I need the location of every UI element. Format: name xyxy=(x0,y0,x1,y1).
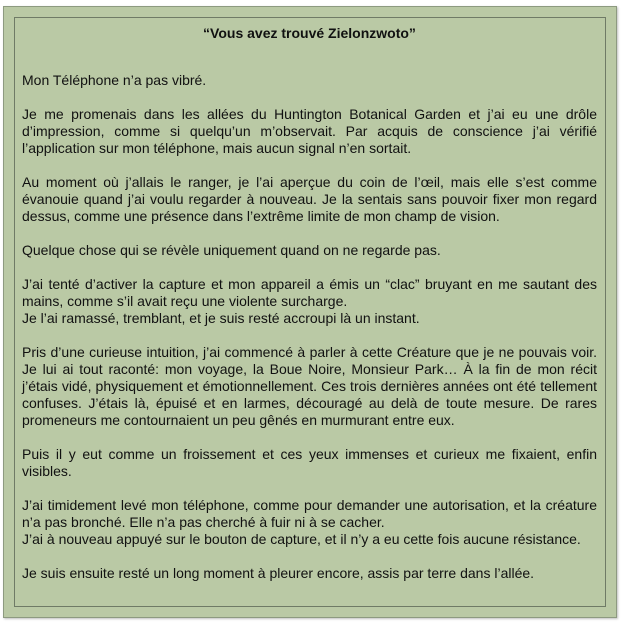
story-paragraph xyxy=(22,276,597,327)
story-paragraph xyxy=(22,72,597,89)
story-paragraph-line: Je l’ai ramassé, tremblant, et je suis resté accroupi là un instant. xyxy=(22,310,420,326)
story-paragraph xyxy=(22,344,597,429)
story-paragraph-line: Puis il y eut comme un froissement et ces yeux immenses et curieux me fixaient, enfin visibles. xyxy=(22,446,597,479)
story-paragraph xyxy=(22,565,597,582)
story-paragraph-line: J’ai à nouveau appuyé sur le bouton de capture, et il n’y a eu cette fois aucune résistance. xyxy=(22,531,581,547)
story-paragraph-line: Au moment où j’allais le ranger, je l’ai aperçue du coin de l’œil, mais elle s’est comme évanouie quand j’ai voulu regarder à nouveau. Je la sentais sans pouvoir fixer mon regard dessus, comme une présence dans l’extrême limite de mon champ de vision. xyxy=(22,174,597,224)
story-paragraph-line: J’ai timidement levé mon téléphone, comme pour demander une autorisation, et la créature n’a pas bronché. Elle n’a pas cherché à fuir ni à se cacher. xyxy=(22,497,597,530)
story-paragraph-line: Mon Téléphone n’a pas vibré. xyxy=(22,72,207,88)
story-title: “Vous avez trouvé Zielonzwoto” xyxy=(203,25,416,41)
story-paragraph xyxy=(22,242,597,259)
story-paragraph xyxy=(22,497,597,548)
story-paragraph xyxy=(22,106,597,157)
story-paragraph-line: Je me promenais dans les allées du Huntington Botanical Garden et j’ai eu une drôle d’impression, comme si quelqu’un m’observait. Par acquis de conscience j’ai vérifié l’application sur mon téléphone, mais aucun signal n’en sortait. xyxy=(22,106,597,156)
story-paragraph-line: Je suis ensuite resté un long moment à pleurer encore, assis par terre dans l’allée. xyxy=(22,565,535,581)
story-paragraph-line: Pris d’une curieuse intuition, j’ai commencé à parler à cette Créature que je ne pouvais voir. Je lui ai tout raconté: mon voyage, la Boue Noire, Monsieur Park… À la fin de mon récit j’étais vidé, physiquement et émotionnellement. Ces trois dernières années ont été tellement confuses. J’étais là, épuisé et en larmes, découragé au delà de toute mesure. De rares promeneurs me contournaient un peu gênés en murmurant entre eux. xyxy=(22,344,597,428)
story-paragraph-line: J’ai tenté d’activer la capture et mon appareil a émis un “clac” bruyant en me sautant des mains, comme s’il avait reçu une violente surcharge. xyxy=(22,276,597,309)
story-body xyxy=(22,72,597,582)
story-content xyxy=(22,25,597,599)
story-paragraph-line: Quelque chose qui se révèle uniquement quand on ne regarde pas. xyxy=(22,242,441,258)
story-card xyxy=(3,6,617,618)
story-paragraph xyxy=(22,174,597,225)
story-paragraph xyxy=(22,446,597,480)
